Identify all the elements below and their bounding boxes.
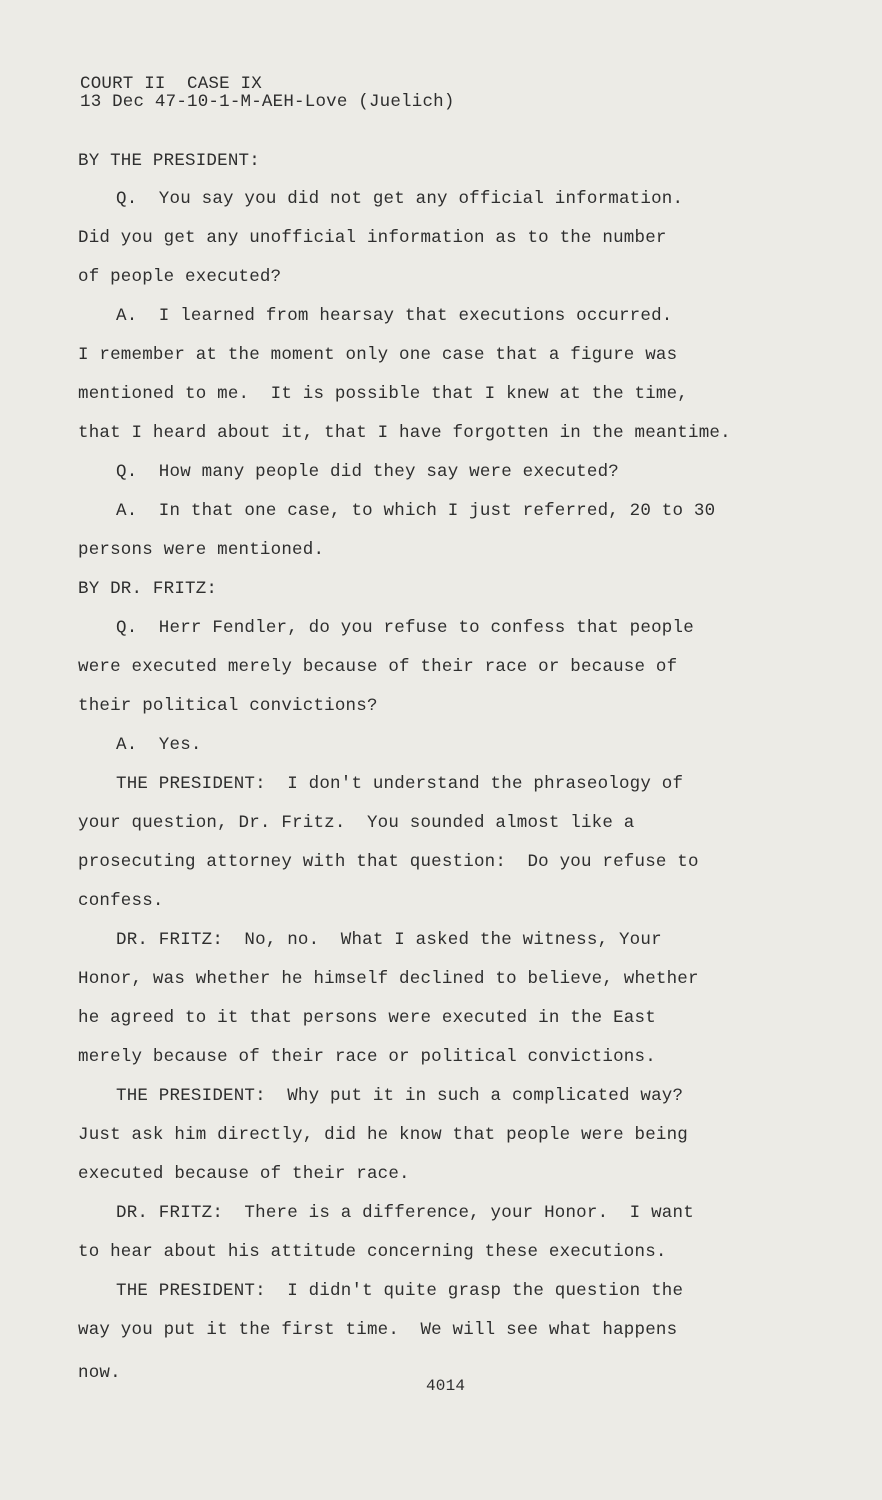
header-record-id: 13 Dec 47-10-1-M-AEH-Love (Juelich) xyxy=(80,92,455,112)
speaker-heading: BY THE PRESIDENT: xyxy=(78,151,260,171)
transcript-line: DR. FRITZ: No, no. What I asked the witness, Your xyxy=(116,930,662,950)
transcript-line: THE PRESIDENT: I didn't quite grasp the question the xyxy=(116,1281,684,1301)
transcript-line: Q. How many people did they say were executed? xyxy=(116,462,619,482)
transcript-line: I remember at the moment only one case that a figure was xyxy=(78,345,678,365)
transcript-line: Q. Herr Fendler, do you refuse to confess that people xyxy=(116,618,694,638)
transcript-line: DR. FRITZ: There is a difference, your Honor. I want xyxy=(116,1203,694,1223)
transcript-line: now. xyxy=(78,1363,121,1383)
transcript-line: were executed merely because of their race or because of xyxy=(78,657,678,677)
page-number: 4014 xyxy=(426,1377,466,1395)
transcript-line: Did you get any unofficial information as to the number xyxy=(78,228,667,248)
transcript-line: way you put it the first time. We will see what happens xyxy=(78,1320,678,1340)
transcript-line: that I heard about it, that I have forgotten in the meantime. xyxy=(78,423,731,443)
transcript-line: prosecuting attorney with that question: Do you refuse to xyxy=(78,852,699,872)
transcript-line: A. In that one case, to which I just referred, 20 to 30 xyxy=(116,501,716,521)
transcript-line: merely because of their race or political convictions. xyxy=(78,1047,656,1067)
transcript-line: Honor, was whether he himself declined to believe, whether xyxy=(78,969,699,989)
transcript-line: mentioned to me. It is possible that I knew at the time, xyxy=(78,384,688,404)
transcript-line: he agreed to it that persons were executed in the East xyxy=(78,1008,656,1028)
transcript-line: of people executed? xyxy=(78,267,282,287)
speaker-heading: BY DR. FRITZ: xyxy=(78,579,218,599)
transcript-line: their political convictions? xyxy=(78,696,378,716)
transcript-line: your question, Dr. Fritz. You sounded almost like a xyxy=(78,813,635,833)
transcript-line: Just ask him directly, did he know that people were being xyxy=(78,1125,688,1145)
transcript-line: Q. You say you did not get any official information. xyxy=(116,189,684,209)
transcript-line: executed because of their race. xyxy=(78,1164,410,1184)
transcript-line: to hear about his attitude concerning these executions. xyxy=(78,1242,667,1262)
transcript-line: A. I learned from hearsay that executions occurred. xyxy=(116,306,673,326)
transcript-line: THE PRESIDENT: Why put it in such a complicated way? xyxy=(116,1086,684,1106)
transcript-line: THE PRESIDENT: I don't understand the phraseology of xyxy=(116,774,684,794)
transcript-line: persons were mentioned. xyxy=(78,540,325,560)
transcript-line: confess. xyxy=(78,891,164,911)
header-case: COURT II CASE IX xyxy=(80,74,262,94)
transcript-line: A. Yes. xyxy=(116,735,202,755)
